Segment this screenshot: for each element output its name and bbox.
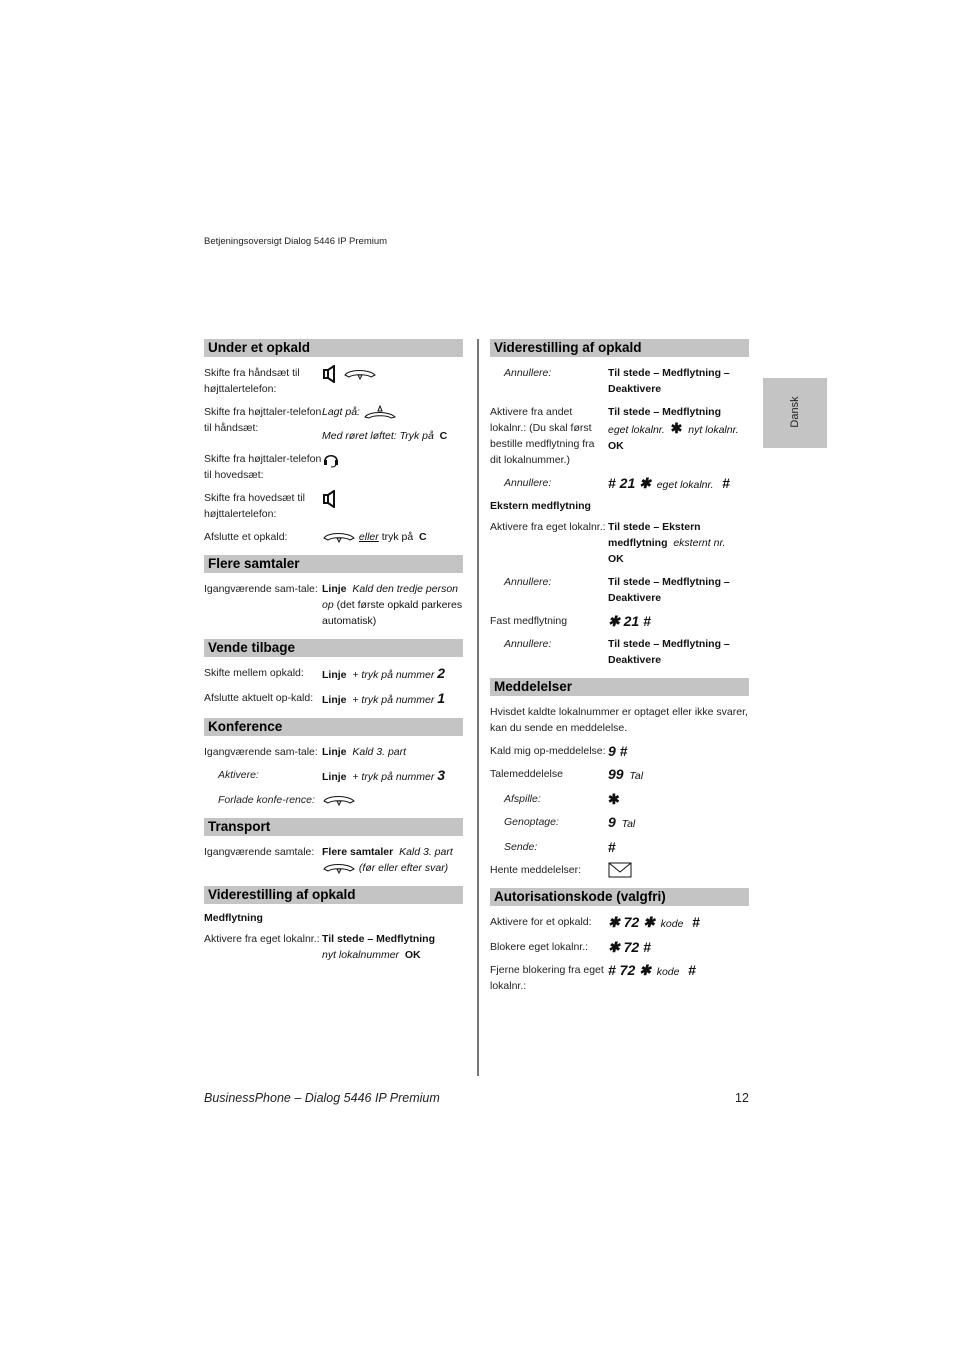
- list-item: Aktivere fra eget lokalnr.: Til stede – Ekstern medflytning eksternt nr. OK: [490, 521, 726, 565]
- item-label: Forlade konfe-rence:: [218, 794, 315, 806]
- list-item: Afslutte et opkald: eller tryk på C: [204, 531, 427, 543]
- list-item: Skifte mellem opkald: Linje + tryk på nummer 2: [204, 665, 446, 681]
- item-label: Aktivere fra andet lokalnr.: (Du skal først bestille medflytning fra dit lokalnummer.): [490, 406, 595, 466]
- list-item: Igangværende sam-tale: Linje Kald den tredje person op (det første opkald parkeres automatisk): [204, 583, 463, 627]
- list-item: Aktivere fra andet lokalnr.: (Du skal først bestille medflytning fra dit lokalnummer.) Til stede – Medflytning eget lokalnr. ✱ nyt lokalnr. OK: [490, 406, 739, 466]
- item-label: Fjerne blokering fra eget lokalnr.:: [490, 964, 604, 993]
- item-label: Skifte fra højttaler-telefon til håndsæt:: [204, 406, 322, 434]
- item-label: Afspille:: [504, 793, 541, 805]
- item-label: Fast medflytning: [490, 615, 568, 627]
- list-item: Aktivere: Linje + tryk på nummer 3: [204, 767, 463, 785]
- item-label: Aktivere fra eget lokalnr.:: [490, 521, 606, 533]
- section-title: Viderestilling af opkald: [490, 339, 749, 357]
- list-item: Fast medflytning ✱ 21 #: [490, 613, 651, 629]
- item-label: Talemeddelelse: [490, 768, 563, 780]
- item-label: Aktivere for et opkald:: [490, 916, 592, 929]
- speaker-icon: [322, 490, 340, 508]
- item-label: Annullere:: [504, 477, 552, 489]
- section-title: Transport: [204, 818, 463, 836]
- left-column: [204, 339, 463, 970]
- item-label: Skifte fra håndsæt til højttalertelefon:: [204, 367, 300, 395]
- list-item: Igangværende sam-tale: Linje Kald 3. part: [204, 746, 407, 758]
- list-item: [204, 451, 463, 483]
- list-item: Skifte fra højttaler-telefon til håndsæt: Lagt på: Med røret løftet: Tryk på C: [204, 406, 448, 442]
- footer-title: BusinessPhone – Dialog 5446 IP Premium: [204, 1091, 440, 1105]
- item-label: Annullere:: [504, 638, 552, 650]
- item-label: Aktivere:: [218, 769, 259, 781]
- item-label: Skifte mellem opkald:: [204, 667, 304, 679]
- item-label: Blokere eget lokalnr.:: [490, 941, 589, 954]
- list-item: Blokere eget lokalnr.: ✱ 72 #: [490, 939, 651, 956]
- item-label: Annullere:: [504, 576, 552, 588]
- speaker-icon: [322, 365, 340, 383]
- list-item: Aktivere fra eget lokalnr.: Til stede – Medflytning nyt lokalnummer OK: [204, 933, 435, 961]
- section-title: Vende tilbage: [204, 639, 463, 657]
- section-title: Under et opkald: [204, 339, 463, 357]
- handset-icon: [322, 793, 356, 807]
- star-key: ✱: [670, 420, 683, 436]
- list-item: Kald mig op-meddelelse: 9 #: [490, 743, 628, 759]
- subsection-title: Ekstern medflytning: [490, 500, 591, 512]
- list-item: Annullere: # 21 ✱ eget lokalnr. #: [490, 475, 749, 493]
- c-key: C: [439, 430, 448, 442]
- list-item: Afslutte aktuelt op-kald: Linje + tryk på nummer 1: [204, 690, 446, 706]
- language-tab-label: Dansk: [789, 396, 801, 428]
- item-label: Hente meddelelser:: [490, 864, 582, 876]
- list-item: Afspille: ✱: [490, 791, 749, 807]
- item-label: Kald mig op-meddelelse:: [490, 745, 606, 757]
- list-item: [204, 792, 463, 808]
- c-key: C: [419, 531, 427, 543]
- list-item: Fjerne blokering fra eget lokalnr.: # 72 ✱ kode #: [490, 962, 697, 993]
- handset-icon: [322, 530, 356, 544]
- list-item: [204, 365, 463, 397]
- section-title: Viderestilling af opkald: [204, 886, 463, 904]
- column-divider: [477, 339, 479, 1076]
- item-label: Igangværende sam-tale:: [204, 583, 318, 595]
- list-item: Aktivere for et opkald: ✱ 72 ✱ kode #: [490, 914, 700, 931]
- list-item: [490, 862, 749, 878]
- language-tab: [763, 378, 827, 448]
- list-item: Talemeddelelse 99 Tal: [490, 766, 644, 782]
- page-number: 12: [735, 1091, 749, 1105]
- handset-icon: [322, 861, 356, 875]
- item-label: Sende:: [504, 841, 538, 853]
- list-item: Genoptage: 9 Tal: [490, 814, 749, 832]
- item-label: Igangværende samtale:: [204, 846, 315, 858]
- subsection-title: Medflytning: [204, 912, 263, 924]
- right-column: [490, 339, 749, 1001]
- item-label: Annullere:: [504, 367, 552, 379]
- section-title: Meddelelser: [490, 678, 749, 696]
- item-label: Skifte fra hovedsæt til højttalertelefon:: [204, 492, 305, 520]
- item-label: Genoptage:: [504, 816, 559, 828]
- section-title: Autorisationskode (valgfri): [490, 888, 749, 906]
- envelope-icon: [608, 862, 632, 878]
- handset-lift-icon: [363, 405, 397, 419]
- item-label: Aktivere fra eget lokalnr.:: [204, 933, 320, 945]
- item-label: Afslutte et opkald:: [204, 531, 288, 543]
- item-label: Skifte fra højttaler-telefon til hovedsæt:: [204, 453, 322, 481]
- item-label: Igangværende sam-tale:: [204, 746, 318, 758]
- section-title: Konference: [204, 718, 463, 736]
- headset-icon: [322, 451, 340, 469]
- list-item: Annullere: Til stede – Medflytning – Deaktivere: [490, 365, 749, 397]
- section-title: Flere samtaler: [204, 555, 463, 573]
- list-item: Annullere: Til stede – Medflytning – Deaktivere: [490, 574, 749, 606]
- list-item: Annullere: Til stede – Medflytning – Deaktivere: [490, 636, 749, 668]
- list-item: Igangværende samtale: Flere samtaler Kald 3. part (før eller efter svar): [204, 846, 453, 874]
- handset-icon: [343, 367, 377, 381]
- running-header: Betjeningsoversigt Dialog 5446 IP Premium: [204, 236, 388, 247]
- item-label: Afslutte aktuelt op-kald:: [204, 692, 314, 704]
- section-description: Hvisdet kaldte lokalnummer er optaget eller ikke svarer, kan du sende en meddelelse.: [490, 706, 748, 734]
- list-item: [204, 490, 463, 522]
- list-item: Sende: #: [490, 839, 749, 855]
